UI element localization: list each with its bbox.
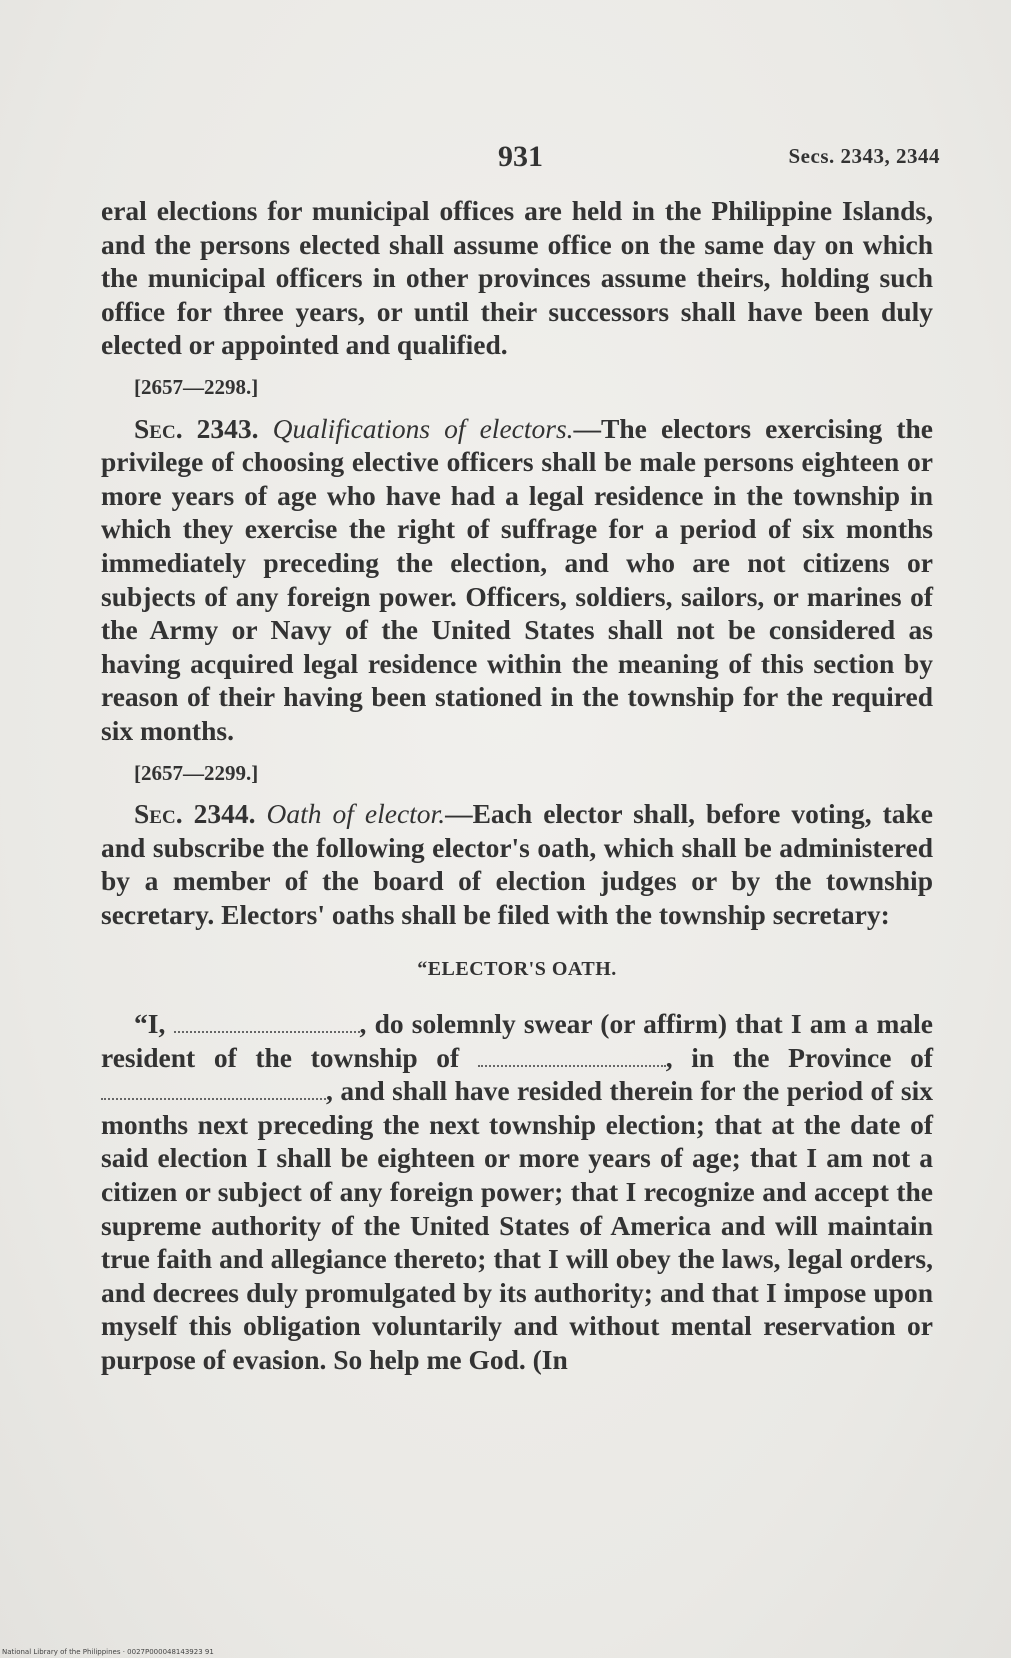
page-number: 931 (498, 140, 543, 173)
oath-part-3: , in the Province of (665, 1041, 933, 1073)
page-body (101, 194, 933, 1377)
sec-2343-title: Qualifications of electors. (272, 412, 574, 444)
sec-2344-paragraph (101, 797, 933, 931)
page-header (100, 140, 940, 180)
scan-footer: National Library of the Philippines · 0027P000048143923 91 (2, 1648, 214, 1656)
sec-2344-text: —Each elector shall, before voting, take and subscribe the following elector's oath, which shall be administered by a member of the board of election judges or by the township secretary. Electors' oaths shall be filed with the township secretary: (101, 798, 933, 930)
province-blank (101, 1084, 326, 1100)
sec-2343-label: Sec. 2343. (134, 412, 259, 444)
sec-2344-title: Oath of elector. (266, 798, 446, 830)
oath-part-4: , and shall have resided therein for the period of six months next preceding the next township election; that at the date of said election I shall be eighteen or more years of age; that I am not a citizen or subject of any foreign power; that I recognize and accept the supreme authority of the United States of America and will maintain true faith and allegiance thereto; that I will obey the laws, legal orders, and decrees duly promulgated by its authority; and that I impose upon myself this obligation voluntarily and without mental reservation or purpose of evasion. So help me God. (In (101, 1075, 933, 1375)
sec-2344-reference: [2657—2299.] (134, 760, 259, 785)
sec-2343-paragraph (101, 412, 933, 748)
sec-2344-label: Sec. 2344. (134, 798, 256, 830)
oath-part-2: , do solemnly swear (or affirm) that I am a male resident of the township of (101, 1008, 933, 1073)
oath-title: “ELECTOR'S OATH. (417, 958, 617, 981)
name-blank (174, 1017, 360, 1033)
township-blank (478, 1051, 666, 1067)
oath-paragraph (101, 1007, 933, 1377)
section-range: Secs. 2343, 2344 (788, 144, 940, 168)
sec-2343-reference: [2657—2298.] (134, 374, 259, 399)
sec-2343-text: —The electors exercising the privilege of choosing elective officers shall be male persons eighteen or more years of age who have had a legal residence in the township in which they exercise the right of suffrage for a period of six months immediately preceding the election, and who are not citizens or subjects of any foreign power. Officers, soldiers, sailors, or marines of the Army or Navy of the United States shall not be considered as having acquired legal residence within the meaning of this section by reason of their having been stationed in the township for the required six months. (101, 412, 933, 746)
intro-paragraph: eral elections for municipal offices are held in the Philippine Islands, and the persons elected shall assume office on the same day on which the municipal officers in other provinces assume theirs, holding such office for three years, or until their successors shall have been duly elected or appointed and qualified. (101, 195, 933, 361)
oath-part-1: “I, (134, 1008, 174, 1040)
